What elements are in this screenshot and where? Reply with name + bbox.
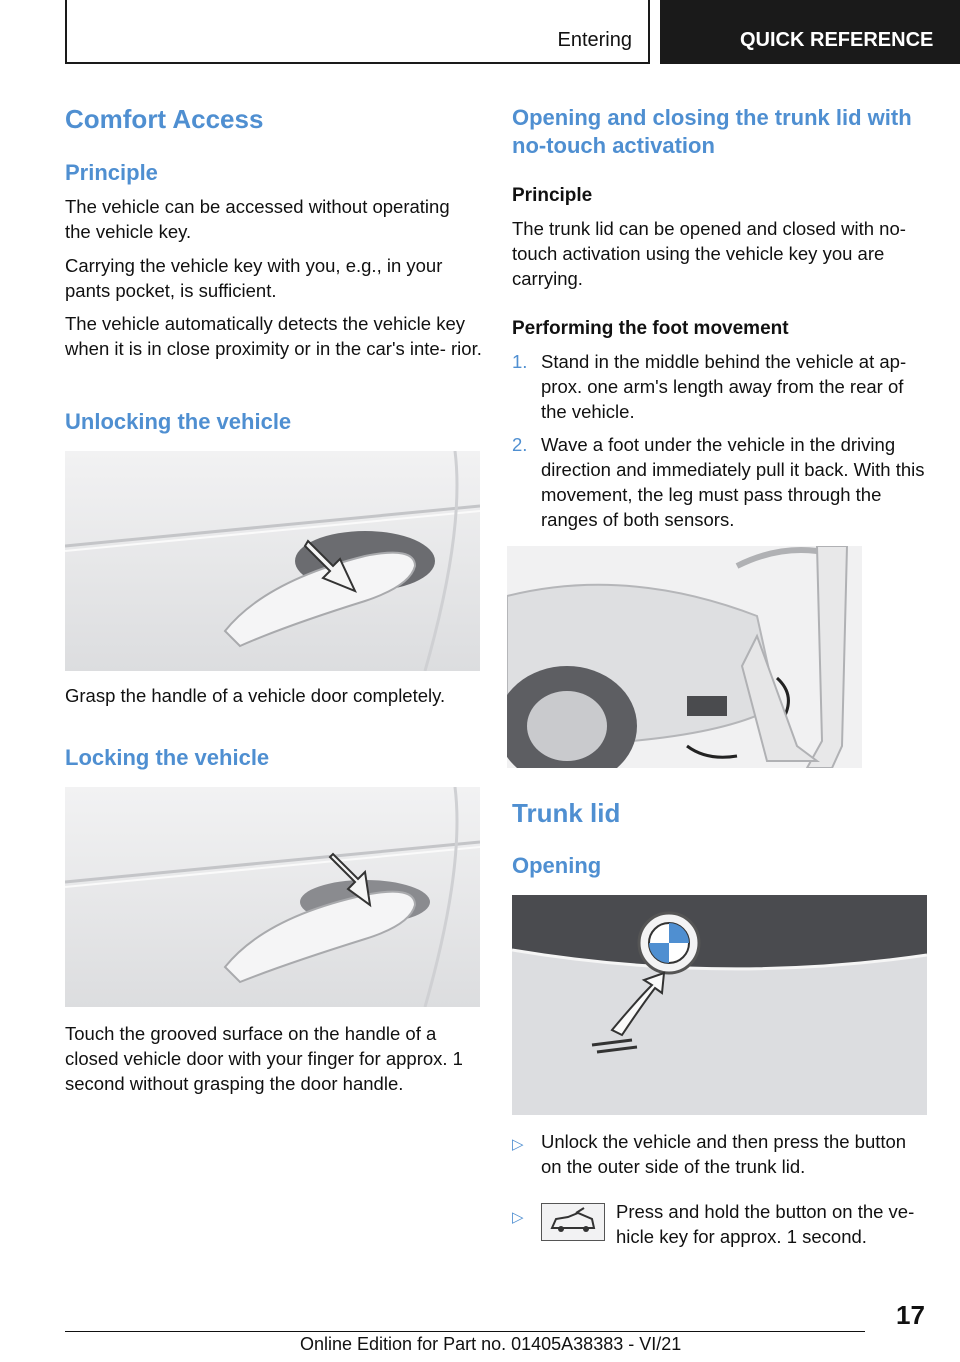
unlocking-heading: Unlocking the vehicle <box>65 409 292 434</box>
header-section-box <box>65 0 650 64</box>
door-handle-lock-illustration <box>65 787 480 1007</box>
lock-caption: Touch the grooved surface on the handle of a closed vehicle door with your finger for approx. 1 second without grasping the door handle. <box>65 1023 463 1094</box>
footer-edition: Online Edition for Part no. 01405A38383 - VI/21 <box>300 1334 682 1354</box>
bullet-2-marker: ▷ <box>512 1209 524 1226</box>
unlock-caption: Grasp the handle of a vehicle door completely. <box>65 685 446 706</box>
bullet-1-marker: ▷ <box>512 1136 524 1153</box>
car-key-trunk-icon <box>541 1203 605 1241</box>
step-1-text: Stand in the middle behind the vehicle at ap‐ prox. one arm's length away from the rear of the vehicle. <box>541 351 907 422</box>
door-handle-unlock-illustration <box>65 451 480 671</box>
comfort-access-title: Comfort Access <box>65 104 264 134</box>
step-2-text: Wave a foot under the vehicle in the driving direction and immediately pull it back. With this movement, the leg must pass through the ranges of both sensors. <box>541 434 925 530</box>
page-number: 17 <box>896 1300 925 1330</box>
footer-divider <box>65 1331 865 1332</box>
header-chapter-label: QUICK REFERENCE <box>660 0 960 64</box>
left-principle-para-2: Carrying the vehicle key with you, e.g., in your pants pocket, is sufficient. <box>65 255 443 301</box>
header-section-label: Entering <box>557 29 632 51</box>
opening-heading: Opening <box>512 853 602 878</box>
foot-movement-heading: Performing the foot movement <box>512 318 789 339</box>
bullet-2-text: Press and hold the button on the ve‐ hicle key for approx. 1 second. <box>616 1201 915 1247</box>
left-principle-para-1: The vehicle can be accessed without operating the vehicle key. <box>65 196 450 242</box>
trunk-button-illustration <box>512 895 927 1115</box>
no-touch-title: Opening and closing the trunk lid with no-touch activation <box>512 105 912 158</box>
bullet-1-text: Unlock the vehicle and then press the button on the outer side of the trunk lid. <box>541 1131 907 1177</box>
right-principle-heading: Principle <box>512 185 593 206</box>
left-principle-para-3: The vehicle automatically detects the vehicle key when it is in close proximity or in the car's inte‐ rior. <box>65 313 482 359</box>
trunk-lid-title: Trunk lid <box>512 798 621 828</box>
step-1-number: 1. <box>512 351 528 372</box>
foot-movement-illustration <box>507 546 862 768</box>
step-2-number: 2. <box>512 434 528 455</box>
locking-heading: Locking the vehicle <box>65 745 270 770</box>
left-principle-heading: Principle <box>65 160 158 185</box>
right-principle-text: The trunk lid can be opened and closed with no- touch activation using the vehicle key you are carrying. <box>512 218 906 289</box>
